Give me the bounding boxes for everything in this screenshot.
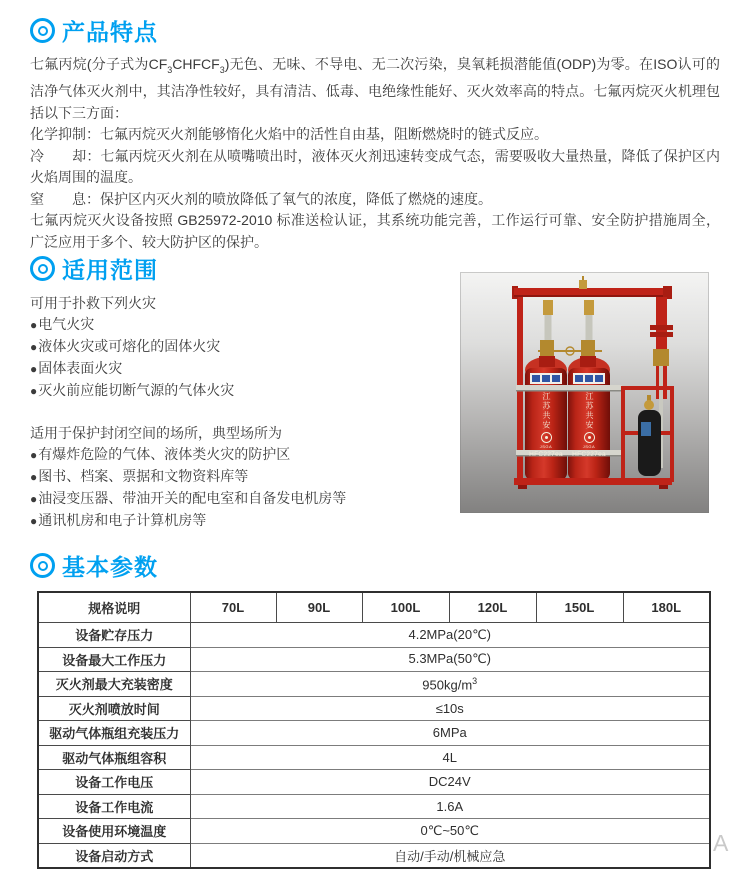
application-lists	[30, 293, 450, 532]
fire-suppression-equipment-illustration	[460, 272, 709, 513]
parameters-title: 基本参数	[62, 554, 158, 580]
list-item	[30, 358, 450, 380]
param-value-superscript: 3	[472, 675, 478, 686]
list-item	[30, 488, 450, 510]
section-bullseye-icon	[30, 256, 55, 281]
page-watermark: A	[713, 830, 729, 856]
features-outro-paragraph: 七氟丙烷灭火设备按照 GB25972-2010 标准送检认证，其系统功能完善，工作运行可靠、安全防护措施周全，广泛应用于多个、较大防护区的保护。	[30, 212, 720, 250]
bullet-icon: ●	[30, 448, 38, 462]
product-photo	[460, 272, 709, 513]
param-value-text: 950kg/m	[422, 676, 473, 692]
param-value	[190, 745, 710, 770]
param-label: 设备最大工作压力	[38, 647, 190, 672]
table-row	[38, 672, 710, 697]
formula-subscript: 3	[219, 64, 225, 75]
column-header: 150L	[536, 592, 623, 623]
list-item-text: 有爆炸危险的气体、液体类火灾的防护区	[38, 446, 291, 462]
column-header: 120L	[449, 592, 536, 623]
param-value	[190, 623, 710, 648]
list-item-text: 油浸变压器、带油开关的配电室和自备发电机房等	[38, 490, 347, 506]
list-item	[30, 466, 450, 488]
fire-types-list	[30, 314, 450, 402]
list-item-text: 固体表面火灾	[38, 360, 123, 376]
param-value	[190, 819, 710, 844]
param-label: 灭火剂喷放时间	[38, 696, 190, 721]
column-header: 90L	[276, 592, 362, 623]
section-parameters	[30, 549, 720, 869]
intro-part: )无色、无味、不导电、无二次污染，臭氧耗损潜能值(ODP)为零。在ISO认可的洁净气体灭火剂中，其洁净性较好，具有清洁、低毒、电绝缘性能好、灭火效率高的特点。七氟丙烷灭火机理包括以下三方面：	[30, 56, 720, 121]
param-value	[190, 770, 710, 795]
param-label: 设备贮存压力	[38, 623, 190, 648]
bullet-icon: ●	[30, 318, 38, 332]
param-value	[190, 672, 710, 697]
cylinder-brand-text: 江苏共安	[585, 392, 594, 430]
param-label: 驱动气体瓶组容积	[38, 745, 190, 770]
cylinder-brand-text: 江苏共安	[542, 392, 551, 430]
cylinder-model-text: HFC227ea	[529, 451, 563, 458]
param-value-text: 0℃~50℃	[420, 822, 479, 838]
param-value	[190, 843, 710, 868]
column-header: 180L	[623, 592, 710, 623]
parameters-title-row	[30, 549, 720, 582]
table-row	[38, 647, 710, 672]
list-item	[30, 380, 450, 402]
section-bullseye-icon-inner	[38, 561, 48, 571]
table-row	[38, 745, 710, 770]
list-item-text: 通讯机房和电子计算机房等	[38, 512, 207, 528]
list-item-text: 灭火前应能切断气源的气体火灾	[38, 382, 235, 398]
list-item-text: 图书、档案、票据和文物资料库等	[38, 468, 249, 484]
param-value	[190, 721, 710, 746]
section-bullseye-icon-inner	[38, 264, 48, 274]
list-item	[30, 336, 450, 358]
param-label: 设备工作电流	[38, 794, 190, 819]
mechanism-line	[30, 146, 720, 189]
param-value-text: ≤10s	[435, 700, 464, 716]
column-header: 100L	[362, 592, 449, 623]
param-value	[190, 647, 710, 672]
param-value-text: 自动/手动/机械应急	[394, 848, 506, 864]
param-value-text: 4.2MPa(20℃)	[408, 626, 492, 642]
param-label: 设备工作电压	[38, 770, 190, 795]
param-label: 设备启动方式	[38, 843, 190, 868]
param-value-text: 6MPa	[432, 725, 467, 741]
brand-logo-text: JSGA	[582, 444, 596, 449]
mechanism-label: 化学抑制：	[30, 126, 100, 143]
table-row	[38, 843, 710, 868]
bullet-icon: ●	[30, 514, 38, 528]
section-bullseye-icon-inner	[38, 26, 48, 36]
list-item	[30, 444, 450, 466]
mechanism-line	[30, 124, 720, 146]
typical-places-intro: 适用于保护封闭空间的场所，典型场所为	[30, 425, 282, 441]
param-value	[190, 696, 710, 721]
param-value	[190, 794, 710, 819]
cylinder-model-text: HFC227ea	[572, 451, 606, 458]
mechanism-line	[30, 189, 720, 211]
section-bullseye-icon	[30, 18, 55, 43]
intro-part: CHFCF	[172, 56, 220, 72]
table-row	[38, 623, 710, 648]
bullet-icon: ●	[30, 340, 38, 354]
fire-types-intro: 可用于扑救下列火灾	[30, 295, 156, 311]
param-value-text: 1.6A	[436, 798, 464, 814]
application-title: 适用范围	[62, 257, 158, 283]
mechanism-text: 七氟丙烷灭火剂在从喷嘴喷出时，液体灭火剂迅速转变成气态，需要吸收大量热量，降低了保护区内火焰周围的温度。	[30, 147, 721, 186]
table-row	[38, 696, 710, 721]
section-features	[30, 14, 720, 253]
mechanism-text: 保护区内灭火剂的喷放降低了氧气的浓度，降低了燃烧的速度。	[100, 190, 492, 207]
list-item-text: 液体火灾或可熔化的固体火灾	[38, 338, 221, 354]
param-label: 设备使用环境温度	[38, 819, 190, 844]
param-value-text: DC24V	[428, 774, 471, 790]
mechanism-text: 七氟丙烷灭火剂能够惰化火焰中的活性自由基，阻断燃烧时的链式反应。	[100, 126, 548, 143]
table-row	[38, 794, 710, 819]
param-value-text: 5.3MPa(50℃)	[408, 651, 492, 667]
param-label: 灭火剂最大充装密度	[38, 672, 190, 697]
mechanism-label: 冷 却：	[30, 147, 101, 164]
mechanism-label: 窒 息：	[30, 190, 100, 207]
table-row	[38, 721, 710, 746]
bullet-icon: ●	[30, 384, 38, 398]
bullet-icon: ●	[30, 362, 38, 376]
param-value-text: 4L	[442, 749, 457, 765]
table-row	[38, 770, 710, 795]
parameters-table	[37, 591, 711, 869]
column-header: 规格说明	[38, 592, 190, 623]
column-header: 70L	[190, 592, 276, 623]
features-intro-paragraph	[30, 54, 720, 124]
table-row	[38, 819, 710, 844]
formula-subscript: 3	[167, 64, 173, 75]
bullet-icon: ●	[30, 492, 38, 506]
brand-logo-text: JSGA	[539, 444, 553, 449]
typical-places-list	[30, 444, 450, 532]
table-header-row	[38, 592, 710, 623]
list-item	[30, 510, 450, 532]
bullet-icon: ●	[30, 470, 38, 484]
list-item	[30, 314, 450, 336]
features-text	[30, 54, 720, 253]
features-title-row	[30, 14, 720, 47]
list-item-text: 电气火灾	[38, 316, 95, 332]
section-bullseye-icon	[30, 553, 55, 578]
intro-part: 七氟丙烷(分子式为CF	[30, 56, 168, 72]
features-title: 产品特点	[62, 19, 158, 45]
param-label: 驱动气体瓶组充装压力	[38, 721, 190, 746]
